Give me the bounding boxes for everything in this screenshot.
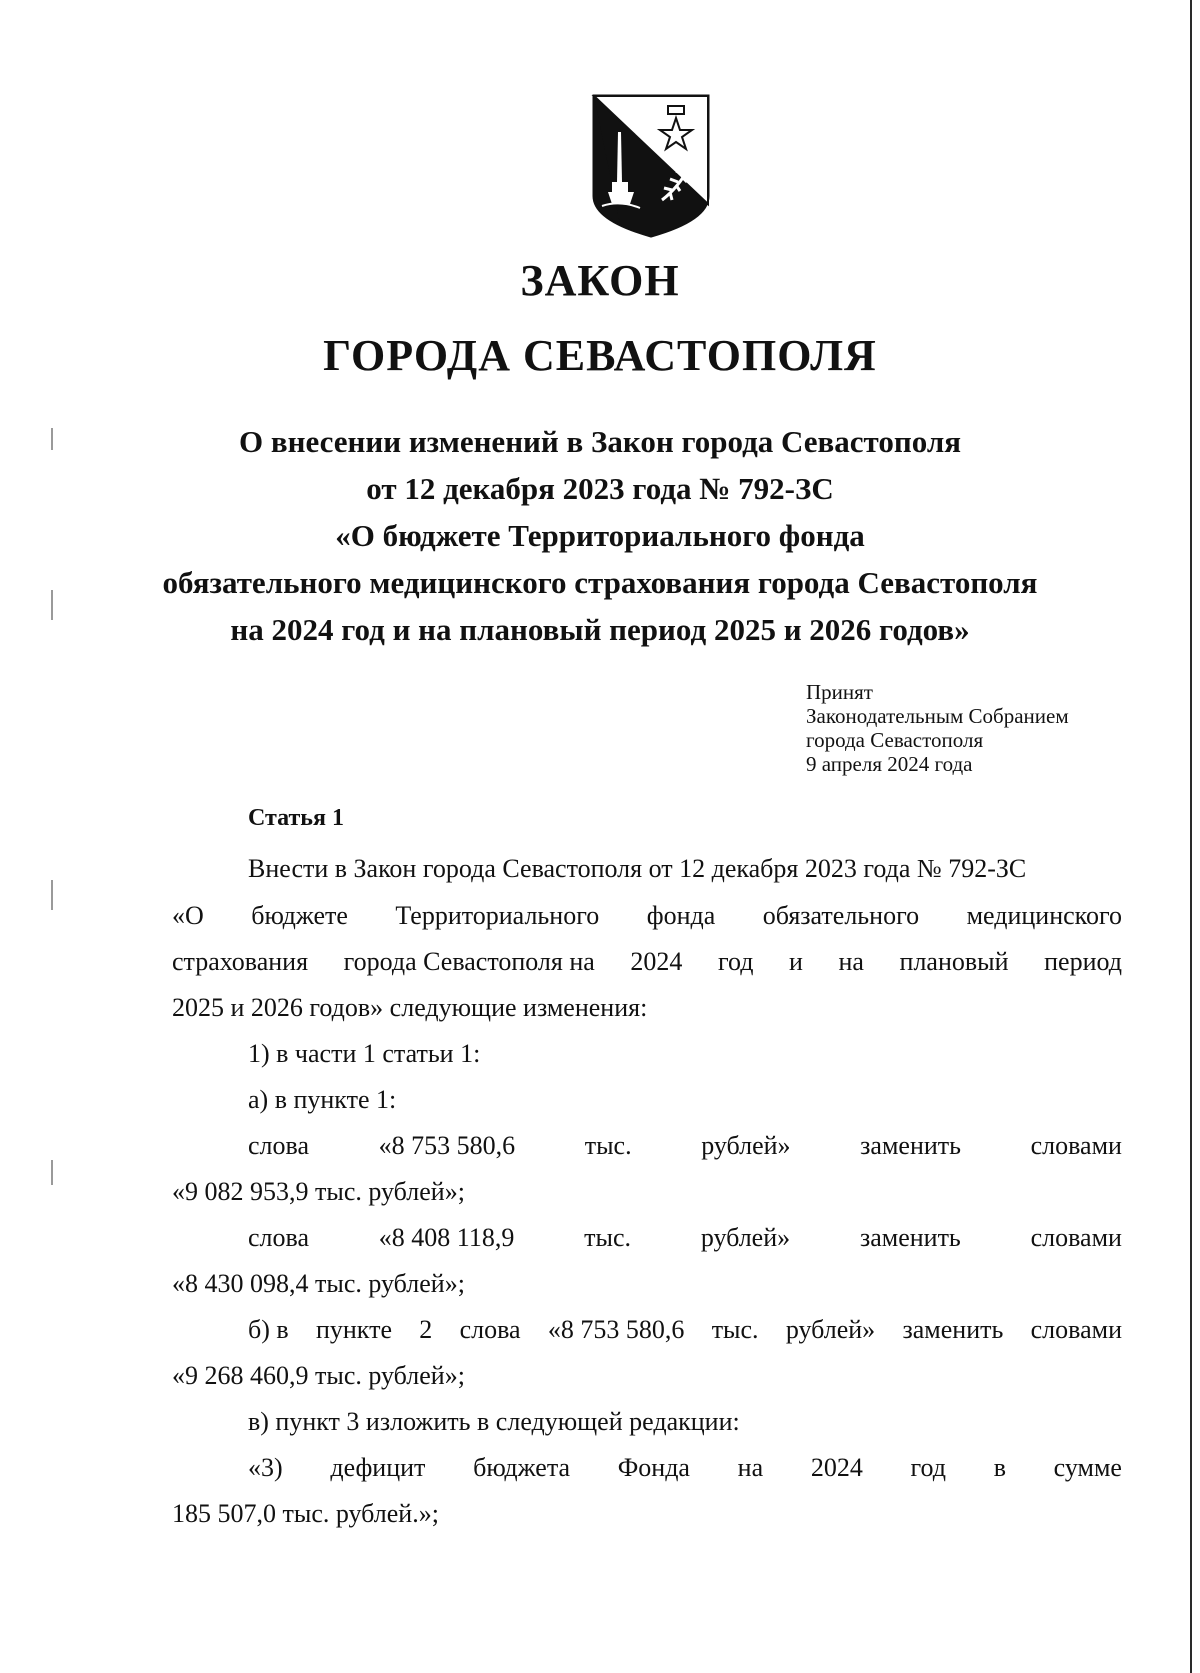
word: обязательного: [762, 901, 920, 930]
word: словами: [1030, 1223, 1122, 1252]
word: пункте: [315, 1315, 392, 1344]
title-line: О внесении изменений в Закон города Севастополя: [238, 424, 961, 459]
word: Фонда: [617, 1453, 690, 1482]
title-line: «О бюджете Территориального фонда: [335, 518, 865, 553]
word: «О: [172, 901, 204, 930]
word: плановый: [899, 947, 1009, 976]
adoption-line: Законодательным Собранием: [806, 704, 1069, 728]
intro-line-1: Внести в Закон города Севастополя от 12 декабря 2023 года № 792-ЗС: [248, 854, 1027, 883]
word: фонда: [646, 901, 716, 930]
word: рублей»: [701, 1131, 791, 1160]
scan-artifact: [51, 1160, 53, 1185]
scan-edge-line: [1190, 0, 1192, 1673]
word: на: [838, 947, 864, 976]
word: на: [737, 1453, 764, 1482]
item-b-cont: «9 268 460,9 тыс. рублей»;: [172, 1361, 465, 1390]
word: и: [789, 947, 803, 976]
adoption-date: 9 апреля 2024 года: [806, 752, 973, 776]
scan-artifact: [51, 880, 53, 910]
word: рублей»: [700, 1223, 791, 1252]
word: дефицит: [330, 1453, 426, 1482]
word: 2024: [630, 947, 683, 976]
item-v-cont: 185 507,0 тыс. рублей.»;: [172, 1499, 439, 1528]
word: тыс.: [711, 1315, 759, 1344]
word: словами: [1030, 1315, 1122, 1344]
word: слова: [248, 1223, 309, 1252]
word: бюджета: [473, 1453, 571, 1482]
item-v-text: [248, 1453, 1122, 1483]
word: заменить: [902, 1315, 1004, 1344]
item-a-replace-2-cont: «8 430 098,4 тыс. рублей»;: [172, 1269, 465, 1298]
word: 2: [419, 1315, 433, 1344]
article-heading: Статья 1: [248, 805, 344, 831]
item-b: [248, 1315, 1122, 1345]
scan-artifact: [51, 590, 53, 620]
word: рублей»: [785, 1315, 876, 1344]
word: тыс.: [584, 1131, 632, 1160]
title-line: от 12 декабря 2023 года № 792-ЗС: [366, 471, 834, 506]
title-line: на 2024 год и на плановый период 2025 и 2026 годов»: [230, 612, 970, 647]
word: год: [717, 947, 754, 976]
word: медицинского: [966, 901, 1122, 930]
item-a-replace-1: [248, 1131, 1122, 1161]
word: заменить: [859, 1223, 961, 1252]
law-title: [120, 418, 1080, 653]
word: сумме: [1053, 1453, 1122, 1482]
law-heading: ЗАКОН: [520, 256, 680, 305]
word: словами: [1030, 1131, 1122, 1160]
scan-artifact: [51, 428, 53, 450]
word: «8 408 118,9: [378, 1223, 515, 1252]
intro-line-2: [172, 901, 1122, 931]
item-a-replace-1-cont: «9 082 953,9 тыс. рублей»;: [172, 1177, 465, 1206]
word: год: [910, 1453, 946, 1482]
word: слова: [459, 1315, 521, 1344]
sevastopol-coat-of-arms-emblem: [590, 92, 712, 240]
word: «3): [248, 1453, 283, 1482]
adoption-note: [806, 680, 1069, 776]
item-v: в) пункт 3 изложить в следующей редакции:: [248, 1407, 740, 1436]
city-heading: ГОРОДА СЕВАСТОПОЛЯ: [323, 331, 877, 380]
word: тыс.: [584, 1223, 632, 1252]
word: бюджете: [251, 901, 348, 930]
item-a: а) в пункте 1:: [248, 1085, 397, 1114]
word: «8 753 580,6: [547, 1315, 685, 1344]
item-1: 1) в части 1 статьи 1:: [248, 1039, 481, 1068]
word: заменить: [860, 1131, 961, 1160]
intro-line-3: [172, 947, 1122, 977]
adoption-line: города Севастополя: [806, 728, 984, 752]
adoption-line: Принят: [806, 680, 873, 704]
word: Территориального: [395, 901, 600, 930]
intro-line-4: 2025 и 2026 годов» следующие изменения:: [172, 993, 648, 1022]
word: слова: [248, 1131, 309, 1160]
word: страхования: [172, 947, 309, 976]
title-line: обязательного медицинского страхования города Севастополя: [162, 565, 1038, 600]
item-a-replace-2: [248, 1223, 1122, 1253]
word: период: [1044, 947, 1122, 976]
word: в: [993, 1453, 1006, 1482]
word: города Севастополя на: [343, 947, 595, 976]
word: 2024: [810, 1453, 863, 1482]
word: «8 753 580,6: [378, 1131, 516, 1160]
word: б) в: [248, 1315, 289, 1344]
